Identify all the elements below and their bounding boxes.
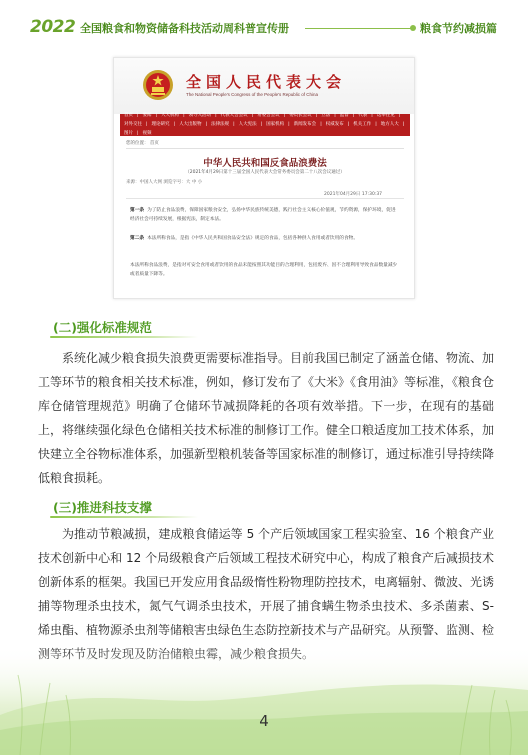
nav-separator: | (173, 122, 176, 127)
national-emblem-icon (142, 68, 174, 102)
nav-item[interactable]: 机关工作 (353, 122, 372, 127)
nav-item[interactable]: 理论研究 (151, 122, 170, 127)
law-article-1 (130, 206, 400, 224)
nav-item[interactable]: 首页 (124, 113, 133, 118)
nav-separator: | (155, 113, 158, 118)
nav-separator: | (233, 122, 235, 127)
section-paragraph-technology: 为推动节粮减损，建成粮食储运等 5 个产后领域国家工程实验室、16 个粮食产业技术创新中心和 12 个局级粮食产后领域工程技术研究中心，构成了粮食产后减损技术创新体系的框架。我国已开发应用食品级惰性粉物理防控技术，电离辐射、微波、光诱捕等物理杀虫技术，氮气气调杀虫技术，开展了捕食螨生物杀虫技术、多杀菌素、S- 烯虫酯、植物源杀虫剂等储粮害虫绿色生态防控新技术与产品研究。从预警、监测、检 (38, 527, 495, 637)
article-label: 第一条 (130, 208, 145, 213)
law-subtitle: （2021年4月29日第十三届全国人民代表大会常务委员会第二十八次会议通过） (185, 170, 345, 175)
nav-separator: | (371, 113, 373, 118)
nav-separator: | (251, 113, 254, 118)
law-meta: 来源：中国人大网 浏览字号：大 中 小 (126, 180, 203, 185)
nav-separator: | (215, 113, 217, 118)
section-heading-standards: (二)强化标准规范 (53, 320, 152, 335)
npc-site-name: 全国人民代表大会 (186, 73, 347, 91)
law-article-2 (130, 234, 400, 243)
law-date: 2021年04月29日 17:30:37 (324, 192, 383, 197)
nav-separator: | (283, 113, 286, 118)
nav-separator: | (183, 113, 185, 118)
nav-separator: | (320, 122, 322, 127)
page-header (0, 0, 528, 42)
breadcrumb: 您的位置： 首页 (126, 141, 159, 146)
nav-item[interactable]: 人大机构 (161, 113, 180, 118)
nav-item[interactable]: 地方人大 (380, 122, 399, 127)
nav-item[interactable]: 立法 (321, 113, 331, 118)
nav-item[interactable]: 领导人活动 (188, 113, 212, 118)
nav-separator: | (146, 122, 148, 127)
header-section-tag: 粮食节约减损篇 (420, 22, 497, 35)
wheat-field-footer-decoration (0, 645, 528, 755)
nav-item[interactable]: 常委会会议 (257, 113, 280, 118)
header-year: 2022 (30, 17, 76, 37)
nav-separator: | (137, 113, 139, 118)
breadcrumb-divider (126, 148, 404, 149)
nav-separator: | (347, 122, 350, 127)
nav-item[interactable]: 要闻 (142, 113, 152, 118)
nav-item[interactable]: 代表 (358, 113, 368, 118)
npc-banner (114, 58, 415, 114)
nav-separator: | (205, 122, 208, 127)
section-heading-underline (50, 516, 198, 518)
nav-item[interactable]: 对外交往 (124, 122, 142, 127)
nav-item[interactable]: 监督 (339, 113, 349, 118)
npc-nav-bar (120, 114, 410, 136)
nav-item[interactable]: 权威发布 (325, 122, 344, 127)
header-divider (305, 28, 413, 29)
nav-item[interactable]: 代表大会会议 (220, 113, 248, 118)
nav-item[interactable]: 委员长会议 (289, 113, 312, 118)
nav-separator: | (315, 113, 318, 118)
nav-item[interactable]: 图片 (124, 131, 133, 136)
law-article-2-para-2 (130, 261, 400, 279)
nav-item[interactable]: 视频 (142, 131, 152, 136)
section-paragraph-standards: 系统化减少粮食损失浪费更需要标准指导。目前我国已制定了涵盖仓储、物流、加工等环节的粮食相关技术标准，例如，修订发布了《大米》《食用油》等标准，《粮食仓库仓储管理规范》明确了仓储环节减损降耗的各项有效举措。下一步，在现有的基础上，将继续强化绿色仓储相关技术标准的制修订工作。健全口粮适度加工技术体系，加快建立全谷物标准体系，加强新型粮机装备等国家标准的制修订，通过标准引导持续降低粮食损耗。 (38, 351, 495, 485)
section-heading-underline (50, 336, 198, 338)
npc-site-name-en: The National People's Congress of the People's Republic of China (186, 92, 319, 97)
nav-item[interactable]: 国家机构 (266, 122, 285, 127)
nav-separator: | (375, 122, 377, 127)
page-number: 4 (259, 712, 269, 730)
npc-website-screenshot (113, 57, 415, 299)
header-dot (410, 25, 416, 31)
nav-item[interactable]: 新闻发布会 (293, 122, 317, 127)
nav-separator: | (402, 122, 405, 127)
nav-separator: | (260, 122, 263, 127)
section-heading-technology: (三)推进科技支撑 (53, 500, 152, 515)
nav-item[interactable]: 法律法规 (211, 122, 230, 127)
nav-separator: | (398, 113, 401, 118)
article-label: 第二条 (130, 236, 145, 241)
article-text: 为了防止食品浪费，保障国家粮食安全，弘扬中华民族传统美德，践行社会主义核心价值观，节约资源，保护环境，促进经济社会可持续发展，根据宪法，制定本法。 (130, 208, 396, 222)
nav-separator: | (288, 122, 290, 127)
nav-separator: | (137, 131, 139, 136)
law-title: 中华人民共和国反食品浪费法 (203, 158, 327, 169)
article-text: 本法所称食品浪费，是指对可安全食用或者饮用的食品未能按照其功能目的合理利用，包括废弃、因不合理利用导致食品数量减少或者质量下降等。 (130, 263, 398, 277)
nav-item[interactable]: 选举任免 (376, 113, 395, 118)
nav-item[interactable]: 人大出版物 (179, 122, 202, 127)
nav-item[interactable]: 人大宪法 (238, 122, 257, 127)
header-title: 全国粮食和物资储备科技活动周科普宣传册 (80, 22, 289, 35)
nav-separator: | (352, 113, 355, 118)
nav-separator: | (334, 113, 336, 118)
article-text: 本法所称食品，是指《中华人民共和国食品安全法》规定的食品，包括各种供人食用或者饮用的食物。 (147, 236, 359, 241)
law-divider (126, 198, 404, 199)
